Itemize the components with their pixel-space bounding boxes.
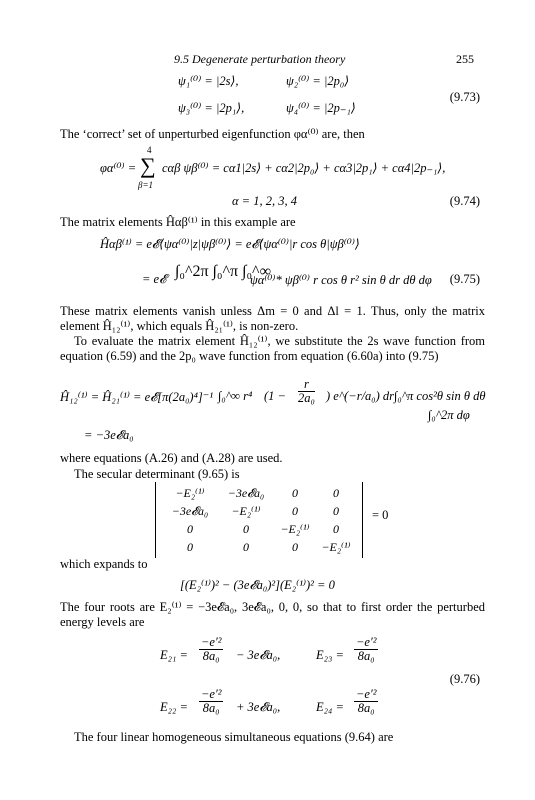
eq-973-psi1: ψ₁⁽⁰⁾ = |2s⟩, xyxy=(178,74,239,88)
eq-h12-result: = −3e𝓔a₀ xyxy=(84,428,134,442)
eq-h12-int-theta: ∫₀^π cos²θ sin θ dθ xyxy=(394,389,486,403)
eq-974-rhs: cαβ ψβ⁽⁰⁾ = cα1|2s⟩ + cα2|2p₀⟩ + cα3|2p₁⟩ + cα4|2p₋₁⟩, xyxy=(162,161,446,175)
determinant-cell: 0 xyxy=(292,485,298,500)
eq-h12-after: ) e^(−r/a₀) dr xyxy=(326,389,395,403)
eq-976-number: (9.76) xyxy=(449,672,480,686)
eq-975-number: (9.75) xyxy=(449,272,480,286)
eq-expand: [(E₂⁽¹⁾)² − (3e𝓔a₀)²](E₂⁽¹⁾)² = 0 xyxy=(180,578,335,592)
eq-973-psi2: ψ₂⁽⁰⁾ = |2p₀⟩ xyxy=(286,74,350,88)
eq-974-sum-top: 4 xyxy=(147,145,152,155)
determinant-cell: 0 xyxy=(333,521,339,536)
frac-denominator: 8a₀ xyxy=(202,701,220,715)
eq-976-e24-lhs: E₂₄ = xyxy=(316,700,344,714)
frac-numerator: −e′² xyxy=(201,687,222,701)
eq-h12-int-r: ∫₀^∞ r⁴ xyxy=(218,389,253,403)
secular-determinant xyxy=(155,482,363,558)
frac-numerator: −e′² xyxy=(356,635,377,649)
determinant-cell: −3e𝓔a₀ xyxy=(171,503,209,518)
text-where: where equations (A.26) and (A.28) are used. xyxy=(60,451,283,465)
eq-976-e22-rhs: + 3e𝓔a₀, xyxy=(236,700,281,714)
determinant-cell: 0 xyxy=(187,539,193,554)
eq-h12-fraction xyxy=(298,378,315,405)
eq-974-alpha: α = 1, 2, 3, 4 xyxy=(232,194,297,208)
determinant-cell: 0 xyxy=(333,485,339,500)
eq-976-e23-lhs: E₂₃ = xyxy=(316,648,344,662)
determinant-cell: 0 xyxy=(292,539,298,554)
eq-h12-paren: (1 − xyxy=(264,389,286,403)
determinant-cell: −E₂⁽¹⁾ xyxy=(321,539,351,554)
eq-976-e21-rhs: − 3e𝓔a₀, xyxy=(236,648,281,662)
eq-h12-lhs: Ĥ₁₂⁽¹⁾ = Ĥ₂₁⁽¹⁾ = e𝓔[π(2a₀)⁴]⁻¹ xyxy=(60,390,214,404)
eq-975-integrals: ∫₀^2π ∫₀^π ∫₀^∞ xyxy=(175,263,271,280)
eq-976-e22-frac xyxy=(199,688,223,715)
eq-973-number: (9.73) xyxy=(449,90,480,104)
eq-974-sum-bottom: β=1 xyxy=(138,180,154,190)
eq-974-number: (9.74) xyxy=(449,194,480,208)
running-header: 9.5 Degenerate perturbation theory xyxy=(174,52,346,66)
text-secular: The secular determinant (9.65) is xyxy=(74,467,240,481)
eq-974-sum-symbol: ∑ xyxy=(140,153,156,178)
determinant-cell: −E₂⁽¹⁾ xyxy=(280,521,310,536)
determinant-row xyxy=(162,502,356,520)
determinant-row xyxy=(162,538,356,556)
eq-h12-frac-num: r xyxy=(298,378,315,392)
page-number: 255 xyxy=(456,52,474,66)
eq-975-line1: Ĥαβ⁽¹⁾ = e𝓔⟨ψα⁽⁰⁾|z|ψβ⁽⁰⁾⟩ = e𝓔⟨ψα⁽⁰⁾|r cos θ|ψβ⁽⁰⁾⟩ xyxy=(100,237,360,251)
determinant-cell: −E₂⁽¹⁾ xyxy=(175,485,205,500)
frac-numerator: −e′² xyxy=(356,687,377,701)
frac-numerator: −e′² xyxy=(201,635,222,649)
determinant-equals: = 0 xyxy=(372,508,389,522)
text-matrix-elements: The matrix elements Ĥαβ⁽¹⁾ in this example are xyxy=(60,215,296,229)
determinant-cell: 0 xyxy=(243,521,249,536)
determinant-cell: −E₂⁽¹⁾ xyxy=(231,503,261,518)
frac-denominator: 8a₀ xyxy=(357,649,375,663)
text-correct-set: The ‘correct’ set of unperturbed eigenfunction φα⁽⁰⁾ are, then xyxy=(60,127,365,141)
eq-976-e22-lhs: E₂₂ = xyxy=(160,700,188,714)
frac-denominator: 8a₀ xyxy=(202,649,220,663)
determinant-cell: 0 xyxy=(292,503,298,518)
eq-975-line2-prefix: = e𝓔 xyxy=(142,272,167,286)
text-final: The four linear homogeneous simultaneous equations (9.64) are xyxy=(74,730,394,744)
determinant-cell: 0 xyxy=(187,521,193,536)
paragraph-roots: The four roots are E₂⁽¹⁾ = −3e𝓔a₀, 3e𝓔a₀, 0, 0, so that to first order the perturbed energy levels are xyxy=(60,600,485,629)
determinant-cell: −3e𝓔a₀ xyxy=(227,485,265,500)
eq-975-integrand: ψα⁽⁰⁾* ψβ⁽⁰⁾ r cos θ r² sin θ dr dθ dφ xyxy=(250,273,432,287)
eq-974-lhs: φα⁽⁰⁾ = xyxy=(100,161,137,175)
eq-976-e23-frac xyxy=(354,636,378,663)
eq-976-e24-frac xyxy=(354,688,378,715)
frac-denominator: 8a₀ xyxy=(357,701,375,715)
determinant-cell: 0 xyxy=(333,503,339,518)
eq-973-psi4: ψ₄⁽⁰⁾ = |2p₋₁⟩ xyxy=(286,101,356,115)
paragraph-evaluate: To evaluate the matrix element Ĥ₁₂⁽¹⁾, we substitute the 2s wave function from equation (6.59) and the 2p₀ wave function from equation (6.60a) into (9.75) xyxy=(60,334,485,363)
determinant-row xyxy=(162,484,356,502)
determinant-row xyxy=(162,520,356,538)
eq-976-e21-frac xyxy=(199,636,223,663)
eq-973-psi3: ψ₃⁽⁰⁾ = |2p₁⟩, xyxy=(178,101,245,115)
paragraph-vanish: These matrix elements vanish unless Δm = 0 and Δl = 1. Thus, only the matrix element Ĥ₁₂⁽¹⁾, which equals Ĥ₂₁⁽¹⁾, is non-zero. xyxy=(60,304,485,333)
text-expands: which expands to xyxy=(60,557,148,571)
eq-976-e21-lhs: E₂₁ = xyxy=(160,648,188,662)
eq-h12-frac-den: 2a₀ xyxy=(298,391,315,405)
determinant-cell: 0 xyxy=(243,539,249,554)
eq-h12-int-phi: ∫₀^2π dφ xyxy=(428,408,470,422)
